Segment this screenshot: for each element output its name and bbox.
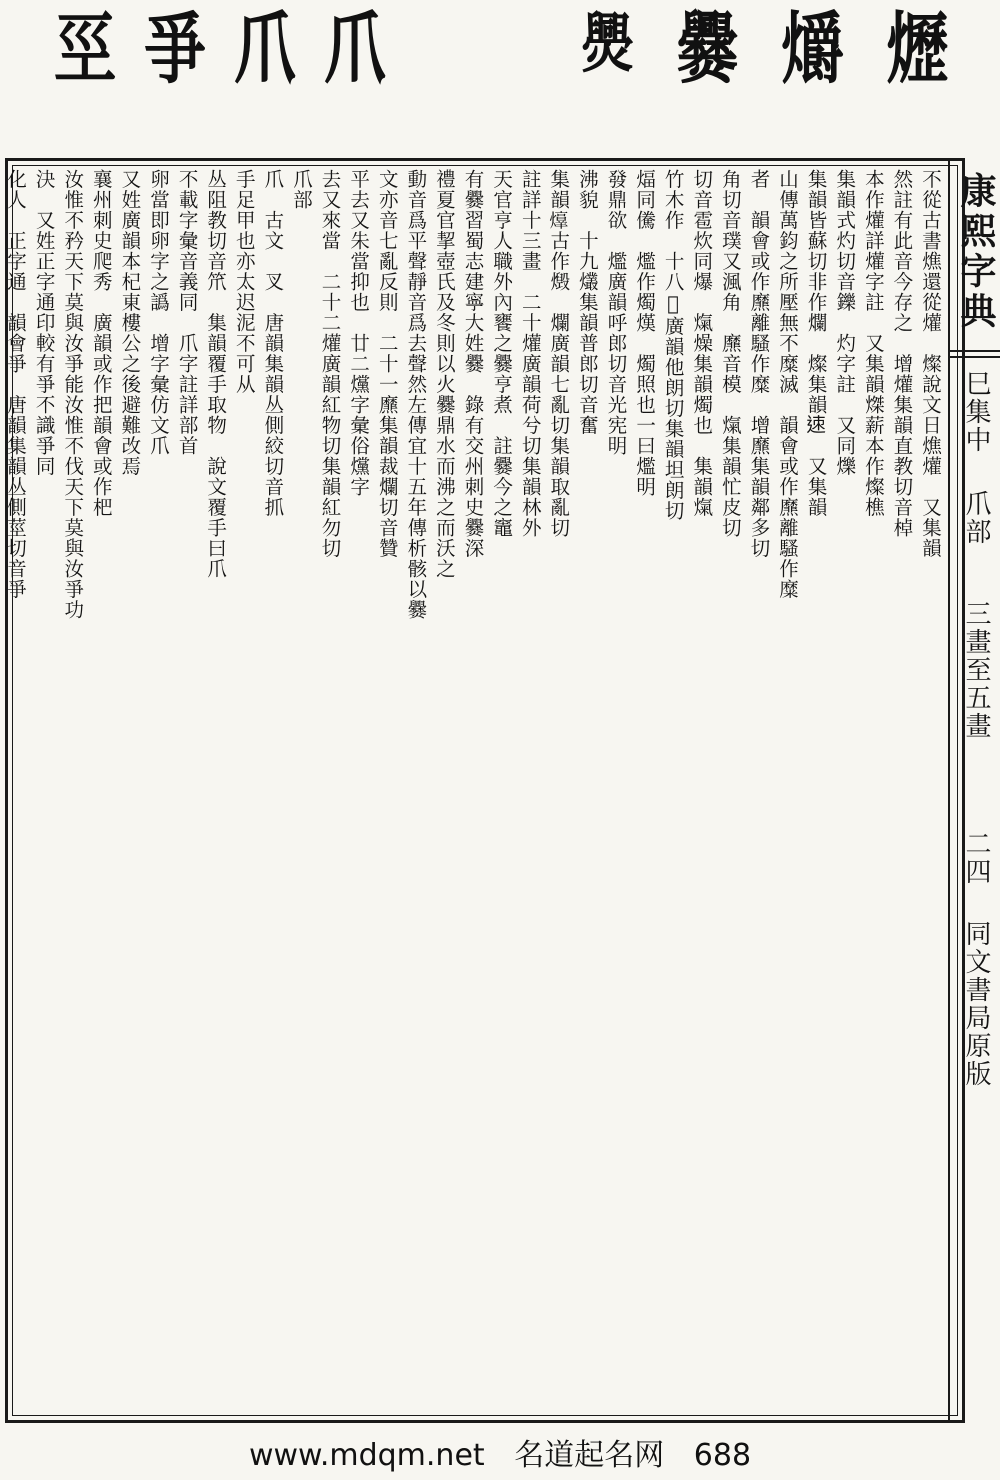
text-column: 集韻𤑴古作燬 爛廣韻七亂切集韻取亂切 xyxy=(547,169,571,538)
text-column: 禮夏官挈壺氏及冬則以火爨鼎水而沸之而沃之 xyxy=(432,169,456,579)
seal-char: 爏 xyxy=(886,2,949,94)
text-column: 有爨習蜀志建寧大姓爨 錄有交州刺史爨深 xyxy=(461,169,485,559)
text-column: 煏同儯 爁作燭熯 燭照也一曰爁明 xyxy=(633,169,657,497)
publisher-label: 同文書局原版 xyxy=(961,920,991,1088)
dictionary-body xyxy=(4,169,944,1409)
text-column: 爪 古文 叉 唐韻集韻丛側絞切音抓 xyxy=(261,169,285,518)
text-column: 文亦音七亂反則 二十一爢集韻裁爛切音贊 xyxy=(375,169,399,559)
text-column: 切音雹炊同爆 熂燥集韻燭也 集韻熂 xyxy=(690,169,714,518)
text-column: 丛阻教切音笊 集韻覆手取物 說文覆手曰爪 xyxy=(204,169,228,579)
footer-site[interactable]: www.mdqm.net xyxy=(248,1438,485,1473)
text-column: 山傳萬鈞之所壓無不糜滅 韻會或作爢離騷作糜 xyxy=(776,169,800,600)
text-column: 不載字彙音義同 爪字註詳部首 xyxy=(175,169,199,456)
text-column: 又姓廣韻本杞東樓公之後避難改焉 xyxy=(118,169,142,477)
text-column: 沸貌 十九爜集韻普郎切音奮 xyxy=(575,169,599,436)
text-column: 化人 正字通 韻會爭 唐韻集韻丛側莖切音爭 xyxy=(4,169,27,600)
divider xyxy=(950,356,1000,358)
radical-label: 爪部 xyxy=(961,490,991,546)
seal-char: 爪 xyxy=(323,2,386,94)
seal-char: 爝 xyxy=(781,2,844,94)
text-column: 註詳十三畫 二十爟廣韻荷兮切集韻林外 xyxy=(518,169,542,538)
text-column: 不從古書燋還從爟 燦說文日燋爟 又集韻 xyxy=(919,169,942,559)
text-column: 平去又朱當抑也 廿二爣字彙俗爣字 xyxy=(347,169,371,497)
seal-char: 爭 xyxy=(143,2,206,94)
text-column: 天官亨人職外內饔之爨亨煮 註爨今之竈 xyxy=(490,169,514,538)
text-column: 卵當即卵字之譌 增字彙仿文爪 xyxy=(146,169,170,456)
seal-heading-right xyxy=(560,2,970,138)
divider xyxy=(950,350,1000,352)
text-column: 動音爲平聲靜音爲去聲然左傳宜十五年傳析骸以爨 xyxy=(404,169,428,620)
text-column: 者 韻會或作爢離騷作糜 增爢集韻鄰多切 xyxy=(747,169,771,559)
volume-label: 巳集中 xyxy=(961,370,991,454)
footer-name: 名道起名网 xyxy=(514,1438,665,1473)
stroke-range-label: 三畫至五畫 xyxy=(961,600,991,740)
page-frame xyxy=(5,158,965,1423)
text-column: 角切音璞又渢角 爢音模 熂集韻忙皮切 xyxy=(718,169,742,538)
text-column: 汝惟不矜天下莫與汝爭能汝惟不伐天下莫與汝爭功 xyxy=(61,169,85,620)
page-number: 二四 xyxy=(961,830,991,886)
seal-char: 爨 xyxy=(676,2,739,94)
text-column: 決 又姓正字通印較有爭不識爭同 xyxy=(32,169,56,477)
book-title: 康熙字典 xyxy=(955,172,997,332)
seal-char: 爂 xyxy=(581,5,634,82)
header-strip xyxy=(948,160,1000,1420)
text-column: 竹木作 十八𤑮廣韻他朗切集韻坦朗切 xyxy=(661,169,685,521)
seal-char: 巠 xyxy=(53,2,116,94)
text-column: 集韻皆蘇切非作爛 燦集韻𨒪 又集韻 xyxy=(804,169,828,518)
text-column: 集韻式灼切音鑠 灼字註 又同爍 xyxy=(833,169,857,477)
text-column: 本作爟詳爟字註 又集韻𤌴薪本作燦樵 xyxy=(861,169,885,518)
text-column: 發鼎欲 爁廣韻呼郎切音光宪明 xyxy=(604,169,628,456)
text-column: 襄州刺史爬秀 廣韻或作把韻會或作杷 xyxy=(89,169,113,518)
text-column: 爪部 xyxy=(289,169,313,210)
text-column: 去又來當 二十二爟廣韻紅物切集韻紅勿切 xyxy=(318,169,342,559)
text-column: 手足甲也亦太迟泥不可从 xyxy=(232,169,256,395)
seal-char: 爪 xyxy=(233,2,296,94)
text-column: 然註有此音今存之 增爟集韻直教切音棹 xyxy=(890,169,914,538)
footer-page: 688 xyxy=(693,1438,752,1473)
seal-heading-left xyxy=(40,2,400,138)
footer xyxy=(0,1430,1000,1474)
